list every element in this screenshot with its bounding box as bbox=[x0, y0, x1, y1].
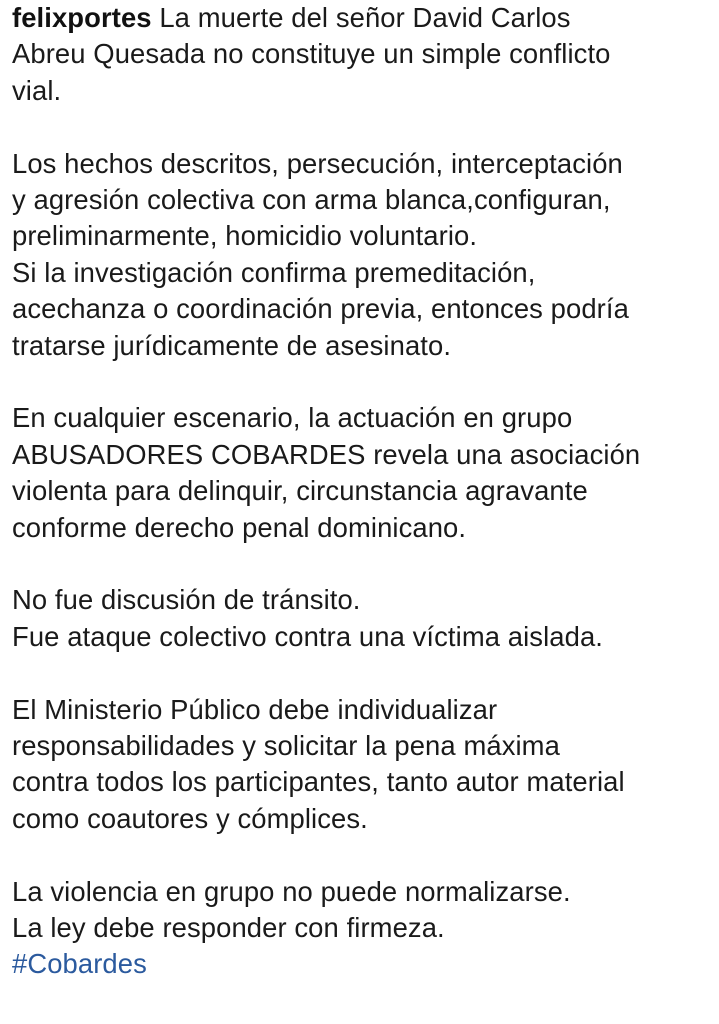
caption-line: No fue discusión de tránsito. bbox=[12, 584, 361, 616]
caption-line: conforme derecho penal dominicano. bbox=[12, 511, 467, 543]
caption-line: La ley debe responder con firmeza. bbox=[12, 912, 445, 944]
caption-line: Fue ataque colectivo contra una víctima aislada. bbox=[12, 620, 603, 652]
caption-line: y agresión colectiva con arma blanca,configuran, bbox=[12, 184, 611, 216]
caption-paragraph bbox=[12, 0, 712, 109]
caption-line: El Ministerio Público debe individualizar bbox=[12, 693, 498, 725]
caption-line: violenta para delinquir, circunstancia agravante bbox=[12, 475, 588, 507]
caption-line: Si la investigación confirma premeditación, bbox=[12, 256, 536, 288]
caption-line: ABUSADORES COBARDES revela una asociación bbox=[12, 438, 641, 470]
hashtag-link[interactable]: #Cobardes bbox=[12, 948, 147, 980]
caption-line: tratarse jurídicamente de asesinato. bbox=[12, 329, 452, 361]
caption-line bbox=[12, 0, 712, 36]
caption-line: preliminarmente, homicidio voluntario. bbox=[12, 220, 478, 252]
caption-line: responsabilidades y solicitar la pena máxima bbox=[12, 730, 560, 762]
caption-paragraph bbox=[12, 400, 712, 546]
caption-paragraph bbox=[12, 146, 712, 364]
caption-line: Abreu Quesada no constituye un simple conflicto bbox=[12, 38, 611, 70]
caption-paragraph bbox=[12, 582, 712, 655]
post-caption bbox=[12, 0, 712, 983]
caption-paragraph bbox=[12, 874, 712, 983]
caption-line: En cualquier escenario, la actuación en grupo bbox=[12, 402, 573, 434]
caption-line: La violencia en grupo no puede normalizarse. bbox=[12, 875, 571, 907]
caption-line: vial. bbox=[12, 74, 62, 106]
caption-line: Los hechos descritos, persecución, interceptación bbox=[12, 147, 623, 179]
caption-line: como coautores y cómplices. bbox=[12, 802, 368, 834]
caption-line: contra todos los participantes, tanto autor material bbox=[12, 766, 625, 798]
caption-line: acechanza o coordinación previa, entonces podría bbox=[12, 293, 629, 325]
caption-text: La muerte del señor David Carlos bbox=[151, 2, 571, 33]
username-link[interactable]: felixportes bbox=[12, 2, 152, 33]
caption-paragraph bbox=[12, 692, 712, 838]
